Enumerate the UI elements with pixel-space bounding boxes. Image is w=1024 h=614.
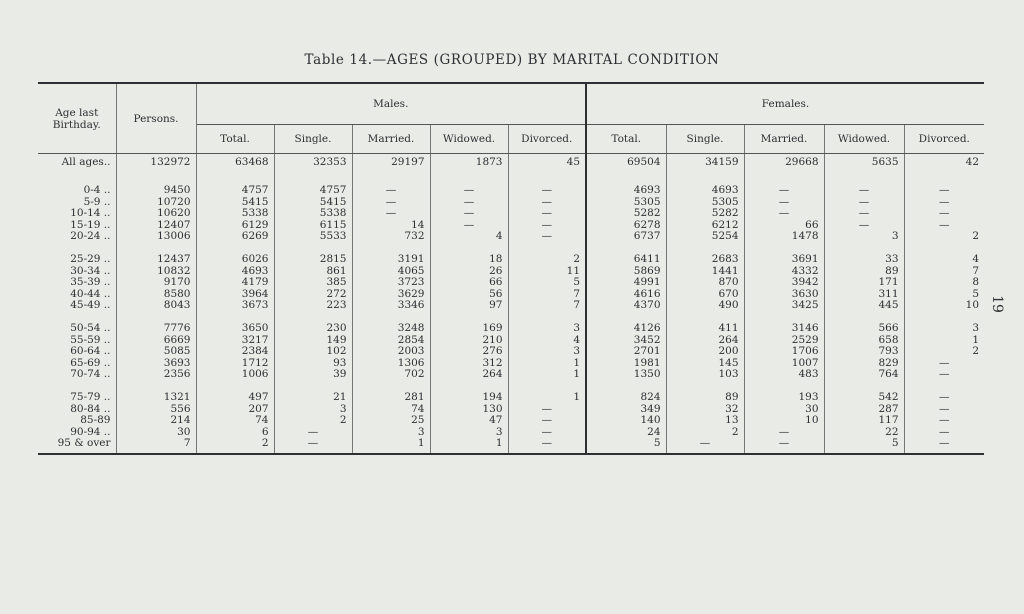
persons-cell: 132972: [116, 154, 196, 173]
females-widowed-cell: 311: [824, 289, 904, 301]
females-single-cell: 34159: [666, 154, 744, 173]
females-total-cell: 1981: [586, 358, 666, 370]
males-total-cell: 74: [196, 415, 274, 427]
females-married-cell: —: [744, 197, 824, 209]
males-widowed-cell: 194: [430, 392, 508, 404]
females-divorced-cell: 42: [904, 154, 984, 173]
males-divorced-cell: 2: [508, 254, 586, 266]
persons-cell: 8580: [116, 289, 196, 301]
females-total-cell: 5869: [586, 266, 666, 278]
males-total-cell: 4179: [196, 277, 274, 289]
females-divorced-cell: —: [904, 392, 984, 404]
males-widowed-cell: 97: [430, 300, 508, 312]
persons-cell: 7776: [116, 323, 196, 335]
males-widowed-cell: 276: [430, 346, 508, 358]
table-row: [38, 231, 984, 243]
females-single-cell: —: [666, 438, 744, 454]
females-married-cell: 2529: [744, 335, 824, 347]
table-row: [38, 346, 984, 358]
females-total-cell: 5: [586, 438, 666, 454]
males-single-cell: 3: [274, 404, 352, 416]
persons-cell: 12407: [116, 220, 196, 232]
females-single-cell: 4693: [666, 185, 744, 197]
males-married-cell: 29197: [352, 154, 430, 173]
males-divorced-cell: —: [508, 231, 586, 243]
females-widowed-cell: 5: [824, 438, 904, 454]
males-single-cell: 861: [274, 266, 352, 278]
females-divorced-cell: —: [904, 369, 984, 381]
males-single-cell: 6115: [274, 220, 352, 232]
males-widowed-cell: —: [430, 185, 508, 197]
females-married-cell: 3691: [744, 254, 824, 266]
females-divorced-cell: 3: [904, 323, 984, 335]
females-single-cell: 411: [666, 323, 744, 335]
males-total-cell: 4693: [196, 266, 274, 278]
males-total-cell: 6129: [196, 220, 274, 232]
males-married-cell: 3191: [352, 254, 430, 266]
females-widowed-cell: 542: [824, 392, 904, 404]
females-widowed-cell: 829: [824, 358, 904, 370]
age-group-label: 90-94 ..: [70, 425, 111, 438]
females-married-cell: 3630: [744, 289, 824, 301]
females-widowed-cell: 117: [824, 415, 904, 427]
females-widowed-cell: —: [824, 220, 904, 232]
persons-cell: 10832: [116, 266, 196, 278]
males-single-cell: 149: [274, 335, 352, 347]
males-married-cell: 702: [352, 369, 430, 381]
males-divorced-cell: —: [508, 427, 586, 439]
females-divorced-cell: 1: [904, 335, 984, 347]
age-group-label: 75-79 ..: [70, 390, 111, 403]
age-group-label: 80-84 ..: [70, 402, 111, 415]
persons-cell: 13006: [116, 231, 196, 243]
males-widowed-cell: 1873: [430, 154, 508, 173]
marital-condition-table: [38, 82, 984, 455]
females-divorced-cell: —: [904, 427, 984, 439]
males-widowed-cell: 3: [430, 427, 508, 439]
males-widowed-header: Widowed.: [430, 125, 508, 154]
males-widowed-cell: 130: [430, 404, 508, 416]
females-single-cell: 2683: [666, 254, 744, 266]
persons-cell: 30: [116, 427, 196, 439]
females-single-cell: 13: [666, 415, 744, 427]
females-divorced-cell: 7: [904, 266, 984, 278]
females-single-cell: 1441: [666, 266, 744, 278]
males-married-cell: 25: [352, 415, 430, 427]
males-single-cell: 2: [274, 415, 352, 427]
males-married-cell: 732: [352, 231, 430, 243]
males-divorced-cell: —: [508, 208, 586, 220]
males-married-cell: 1: [352, 438, 430, 454]
males-married-cell: 1306: [352, 358, 430, 370]
males-married-cell: 2003: [352, 346, 430, 358]
males-single-cell: 385: [274, 277, 352, 289]
persons-cell: 10720: [116, 197, 196, 209]
females-married-cell: 3942: [744, 277, 824, 289]
males-total-cell: 4757: [196, 185, 274, 197]
males-married-cell: 3248: [352, 323, 430, 335]
males-total-cell: 2: [196, 438, 274, 454]
males-widowed-cell: 26: [430, 266, 508, 278]
males-single-cell: 5533: [274, 231, 352, 243]
males-married-cell: —: [352, 208, 430, 220]
females-divorced-header: Divorced.: [904, 125, 984, 154]
males-widowed-cell: 264: [430, 369, 508, 381]
age-group-label: 5-9 ..: [83, 195, 111, 208]
females-widowed-cell: 171: [824, 277, 904, 289]
males-total-cell: 6269: [196, 231, 274, 243]
males-divorced-cell: 7: [508, 289, 586, 301]
age-group-label: 50-54 ..: [70, 321, 111, 334]
females-header: Females.: [586, 83, 984, 125]
males-married-cell: 3: [352, 427, 430, 439]
females-single-cell: 103: [666, 369, 744, 381]
age-group-label: 30-34 ..: [70, 264, 111, 277]
persons-cell: 9450: [116, 185, 196, 197]
females-divorced-cell: —: [904, 208, 984, 220]
females-divorced-cell: —: [904, 438, 984, 454]
females-married-cell: —: [744, 427, 824, 439]
males-single-cell: 5415: [274, 197, 352, 209]
females-widowed-cell: 287: [824, 404, 904, 416]
females-divorced-cell: 8: [904, 277, 984, 289]
males-single-cell: 272: [274, 289, 352, 301]
females-married-cell: 483: [744, 369, 824, 381]
males-divorced-cell: 1: [508, 392, 586, 404]
females-single-cell: 6212: [666, 220, 744, 232]
females-total-cell: 5305: [586, 197, 666, 209]
females-widowed-cell: 3: [824, 231, 904, 243]
males-total-cell: 3217: [196, 335, 274, 347]
males-total-cell: 1712: [196, 358, 274, 370]
females-single-cell: 264: [666, 335, 744, 347]
females-single-cell: 5282: [666, 208, 744, 220]
females-widowed-cell: 22: [824, 427, 904, 439]
females-total-cell: 2701: [586, 346, 666, 358]
males-total-cell: 207: [196, 404, 274, 416]
females-single-cell: 2: [666, 427, 744, 439]
females-divorced-cell: —: [904, 185, 984, 197]
persons-header: Persons.: [116, 83, 196, 154]
age-group-label: 70-74 ..: [70, 368, 111, 381]
females-married-cell: —: [744, 208, 824, 220]
females-widowed-cell: 445: [824, 300, 904, 312]
females-single-cell: 145: [666, 358, 744, 370]
males-married-cell: 2854: [352, 335, 430, 347]
females-total-cell: 24: [586, 427, 666, 439]
males-divorced-cell: 1: [508, 369, 586, 381]
males-widowed-cell: —: [430, 197, 508, 209]
females-divorced-cell: —: [904, 404, 984, 416]
females-total-cell: 6737: [586, 231, 666, 243]
males-divorced-cell: 45: [508, 154, 586, 173]
males-divorced-cell: 5: [508, 277, 586, 289]
females-single-cell: 670: [666, 289, 744, 301]
females-total-cell: 5282: [586, 208, 666, 220]
males-divorced-cell: —: [508, 438, 586, 454]
table-row: [38, 300, 984, 312]
females-divorced-cell: —: [904, 220, 984, 232]
males-divorced-cell: —: [508, 220, 586, 232]
age-group-label: 25-29 ..: [70, 252, 111, 265]
males-widowed-cell: 312: [430, 358, 508, 370]
females-total-cell: 349: [586, 404, 666, 416]
males-total-header: Total.: [196, 125, 274, 154]
persons-cell: 8043: [116, 300, 196, 312]
table-row: [38, 392, 984, 404]
males-married-header: Married.: [352, 125, 430, 154]
males-married-cell: 14: [352, 220, 430, 232]
females-divorced-cell: 2: [904, 231, 984, 243]
males-married-cell: 281: [352, 392, 430, 404]
table-row: [38, 369, 984, 381]
table-row: [38, 254, 984, 266]
females-married-cell: 4332: [744, 266, 824, 278]
females-married-cell: 1706: [744, 346, 824, 358]
females-single-cell: 32: [666, 404, 744, 416]
age-group-label: 35-39 ..: [70, 276, 111, 289]
females-total-cell: 4693: [586, 185, 666, 197]
age-group-label: 15-19 ..: [70, 218, 111, 231]
females-widowed-cell: 33: [824, 254, 904, 266]
males-single-cell: —: [274, 438, 352, 454]
persons-cell: 9170: [116, 277, 196, 289]
females-single-cell: 490: [666, 300, 744, 312]
females-total-cell: 1350: [586, 369, 666, 381]
males-divorced-cell: —: [508, 404, 586, 416]
males-divorced-cell: —: [508, 185, 586, 197]
females-total-cell: 6278: [586, 220, 666, 232]
females-total-cell: 4370: [586, 300, 666, 312]
males-divorced-cell: 3: [508, 346, 586, 358]
females-divorced-cell: —: [904, 415, 984, 427]
males-single-cell: 2815: [274, 254, 352, 266]
age-group-label: 55-59 ..: [70, 333, 111, 346]
persons-cell: 10620: [116, 208, 196, 220]
males-widowed-cell: 47: [430, 415, 508, 427]
males-single-cell: 4757: [274, 185, 352, 197]
table-title: Table 14.—AGES (GROUPED) BY MARITAL CONDITION: [304, 52, 720, 68]
males-widowed-cell: 1: [430, 438, 508, 454]
females-married-cell: 29668: [744, 154, 824, 173]
males-total-cell: 3650: [196, 323, 274, 335]
persons-cell: 2356: [116, 369, 196, 381]
females-married-cell: 10: [744, 415, 824, 427]
table-body: [38, 154, 984, 454]
males-single-header: Single.: [274, 125, 352, 154]
females-married-cell: 30: [744, 404, 824, 416]
males-widowed-cell: 56: [430, 289, 508, 301]
females-single-cell: 200: [666, 346, 744, 358]
males-single-cell: 102: [274, 346, 352, 358]
females-total-cell: 69504: [586, 154, 666, 173]
males-single-cell: 5338: [274, 208, 352, 220]
persons-cell: 3693: [116, 358, 196, 370]
females-single-cell: 5305: [666, 197, 744, 209]
females-total-cell: 3452: [586, 335, 666, 347]
males-divorced-cell: 7: [508, 300, 586, 312]
table-row: [38, 427, 984, 439]
females-divorced-cell: —: [904, 358, 984, 370]
females-widowed-cell: 793: [824, 346, 904, 358]
females-married-cell: —: [744, 185, 824, 197]
males-single-cell: 223: [274, 300, 352, 312]
males-married-cell: 3629: [352, 289, 430, 301]
males-total-cell: 63468: [196, 154, 274, 173]
males-divorced-cell: 4: [508, 335, 586, 347]
age-group-label: 20-24 ..: [70, 230, 111, 243]
males-married-cell: —: [352, 197, 430, 209]
age-header: Age last Birthday.: [38, 83, 116, 154]
males-married-cell: 4065: [352, 266, 430, 278]
females-divorced-cell: 2: [904, 346, 984, 358]
males-single-cell: 32353: [274, 154, 352, 173]
persons-cell: 7: [116, 438, 196, 454]
males-married-cell: —: [352, 185, 430, 197]
males-total-cell: 5415: [196, 197, 274, 209]
males-total-cell: 1006: [196, 369, 274, 381]
females-single-cell: 89: [666, 392, 744, 404]
males-widowed-cell: —: [430, 220, 508, 232]
age-group-label: 40-44 ..: [70, 287, 111, 300]
females-divorced-cell: —: [904, 197, 984, 209]
females-married-cell: 193: [744, 392, 824, 404]
males-widowed-cell: —: [430, 208, 508, 220]
table-row: [38, 185, 984, 197]
males-married-cell: 3346: [352, 300, 430, 312]
females-divorced-cell: 10: [904, 300, 984, 312]
age-group-label: 45-49 ..: [70, 299, 111, 312]
males-divorced-header: Divorced.: [508, 125, 586, 154]
age-group-label: 0-4 ..: [83, 184, 111, 196]
table-row: [38, 154, 984, 173]
females-widowed-cell: —: [824, 197, 904, 209]
females-widowed-cell: —: [824, 208, 904, 220]
persons-cell: 1321: [116, 392, 196, 404]
persons-cell: 214: [116, 415, 196, 427]
females-married-cell: 1007: [744, 358, 824, 370]
females-divorced-cell: 5: [904, 289, 984, 301]
males-total-cell: 5338: [196, 208, 274, 220]
females-total-cell: 4991: [586, 277, 666, 289]
females-married-cell: 3425: [744, 300, 824, 312]
females-total-cell: 140: [586, 415, 666, 427]
males-divorced-cell: —: [508, 197, 586, 209]
persons-cell: 5085: [116, 346, 196, 358]
persons-cell: 12437: [116, 254, 196, 266]
females-total-cell: 4126: [586, 323, 666, 335]
page-number: 19: [988, 295, 1005, 313]
males-total-cell: 3964: [196, 289, 274, 301]
males-total-cell: 2384: [196, 346, 274, 358]
males-married-cell: 74: [352, 404, 430, 416]
males-widowed-cell: 66: [430, 277, 508, 289]
age-group-label: 65-69 ..: [70, 356, 111, 369]
females-widowed-header: Widowed.: [824, 125, 904, 154]
males-single-cell: 93: [274, 358, 352, 370]
females-single-header: Single.: [666, 125, 744, 154]
males-single-cell: 39: [274, 369, 352, 381]
persons-cell: 6669: [116, 335, 196, 347]
males-total-cell: 6: [196, 427, 274, 439]
males-single-cell: 230: [274, 323, 352, 335]
persons-cell: 556: [116, 404, 196, 416]
age-group-label: 60-64 ..: [70, 345, 111, 358]
males-widowed-cell: 210: [430, 335, 508, 347]
females-married-cell: —: [744, 438, 824, 454]
females-widowed-cell: 89: [824, 266, 904, 278]
females-total-cell: 4616: [586, 289, 666, 301]
females-married-header: Married.: [744, 125, 824, 154]
males-widowed-cell: 18: [430, 254, 508, 266]
males-widowed-cell: 4: [430, 231, 508, 243]
table-row: [38, 323, 984, 335]
table-row: [38, 277, 984, 289]
males-divorced-cell: 11: [508, 266, 586, 278]
males-single-cell: —: [274, 427, 352, 439]
females-single-cell: 5254: [666, 231, 744, 243]
age-group-label: 10-14 ..: [70, 207, 111, 220]
age-group-label: All ages..: [61, 156, 111, 169]
males-total-cell: 6026: [196, 254, 274, 266]
females-total-header: Total.: [586, 125, 666, 154]
females-total-cell: 824: [586, 392, 666, 404]
females-widowed-cell: 764: [824, 369, 904, 381]
males-divorced-cell: 1: [508, 358, 586, 370]
females-widowed-cell: 658: [824, 335, 904, 347]
males-widowed-cell: 169: [430, 323, 508, 335]
females-divorced-cell: 4: [904, 254, 984, 266]
table-row: [38, 415, 984, 427]
females-married-cell: 3146: [744, 323, 824, 335]
females-widowed-cell: —: [824, 185, 904, 197]
females-single-cell: 870: [666, 277, 744, 289]
males-header: Males.: [196, 83, 586, 125]
males-total-cell: 3673: [196, 300, 274, 312]
males-total-cell: 497: [196, 392, 274, 404]
males-married-cell: 3723: [352, 277, 430, 289]
females-total-cell: 6411: [586, 254, 666, 266]
females-widowed-cell: 5635: [824, 154, 904, 173]
age-group-label: 95 & over: [38, 438, 116, 454]
table-row: [38, 438, 984, 454]
males-single-cell: 21: [274, 392, 352, 404]
males-divorced-cell: 3: [508, 323, 586, 335]
age-group-label: 85-89: [80, 414, 111, 427]
females-widowed-cell: 566: [824, 323, 904, 335]
females-married-cell: 1478: [744, 231, 824, 243]
females-married-cell: 66: [744, 220, 824, 232]
males-divorced-cell: —: [508, 415, 586, 427]
